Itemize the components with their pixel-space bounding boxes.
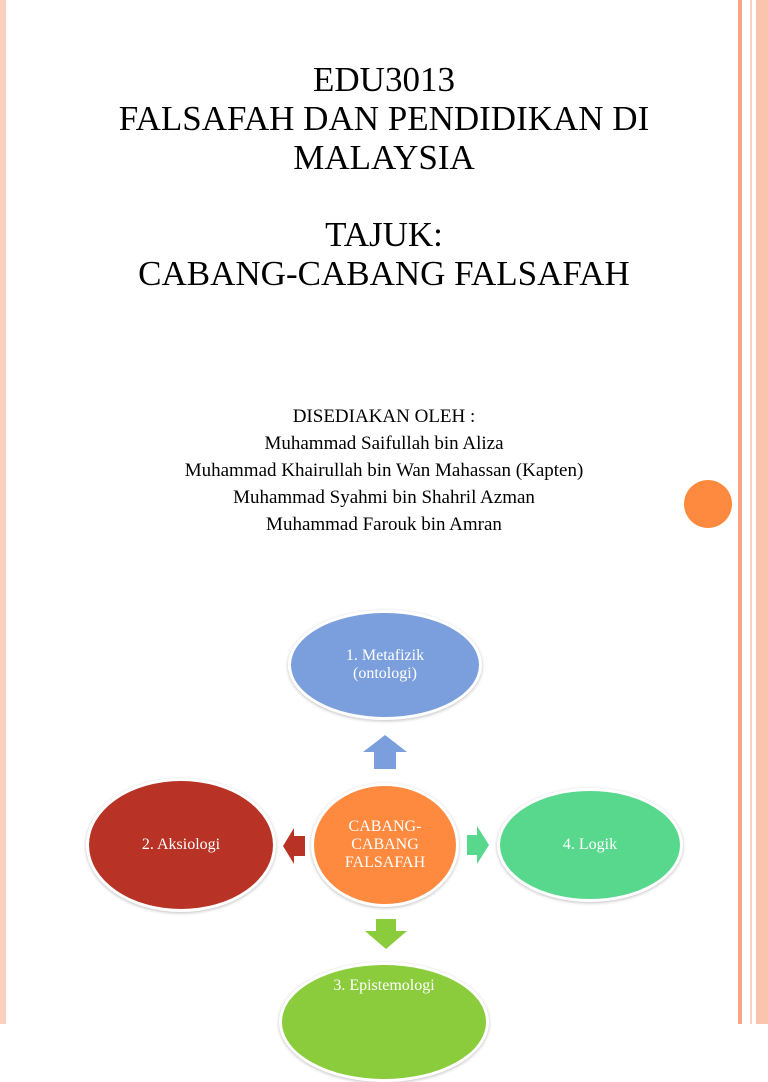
author-name: Muhammad Syahmi bin Shahril Azman bbox=[233, 487, 535, 508]
author-name: Muhammad Khairullah bin Wan Mahassan (Kapten) bbox=[184, 460, 584, 481]
node-logik-label: 4. Logik bbox=[562, 836, 618, 853]
prepared-by-label: DISEDIAKAN OLEH : bbox=[292, 406, 476, 427]
slide-title-block bbox=[60, 60, 708, 293]
arrow-up-icon bbox=[362, 734, 408, 770]
arrow-down-icon bbox=[364, 918, 408, 950]
node-aksiologi-label: 2. Aksiologi bbox=[141, 836, 221, 853]
node-center-cabang-falsafah bbox=[311, 783, 459, 907]
topic-label: TAJUK: bbox=[325, 215, 443, 254]
node-metafizik bbox=[288, 610, 482, 720]
arrow-right-icon bbox=[466, 825, 490, 865]
node-epistemologi bbox=[279, 962, 489, 1082]
node-center-label: CABANG- CABANG FALSAFAH bbox=[344, 818, 426, 871]
author-name: Muhammad Farouk bin Amran bbox=[266, 514, 502, 535]
course-title-line-2: MALAYSIA bbox=[293, 138, 475, 177]
node-epistemologi-label: 3. Epistemologi bbox=[333, 977, 435, 994]
node-aksiologi bbox=[86, 778, 276, 912]
node-logik bbox=[497, 788, 683, 902]
credits-block bbox=[60, 403, 708, 538]
topic-title: CABANG-CABANG FALSAFAH bbox=[138, 254, 630, 293]
author-name: Muhammad Saifullah bin Aliza bbox=[264, 433, 504, 454]
arrow-left-icon bbox=[282, 827, 306, 865]
frame-stripe-right-gap bbox=[742, 0, 750, 1024]
branches-diagram bbox=[0, 600, 738, 1024]
frame-stripe-right-outer bbox=[756, 0, 768, 1024]
course-title-line-1: FALSAFAH DAN PENDIDIKAN DI bbox=[118, 99, 650, 138]
course-code: EDU3013 bbox=[313, 60, 455, 99]
node-metafizik-label: 1. Metafizik (ontologi) bbox=[345, 647, 425, 682]
